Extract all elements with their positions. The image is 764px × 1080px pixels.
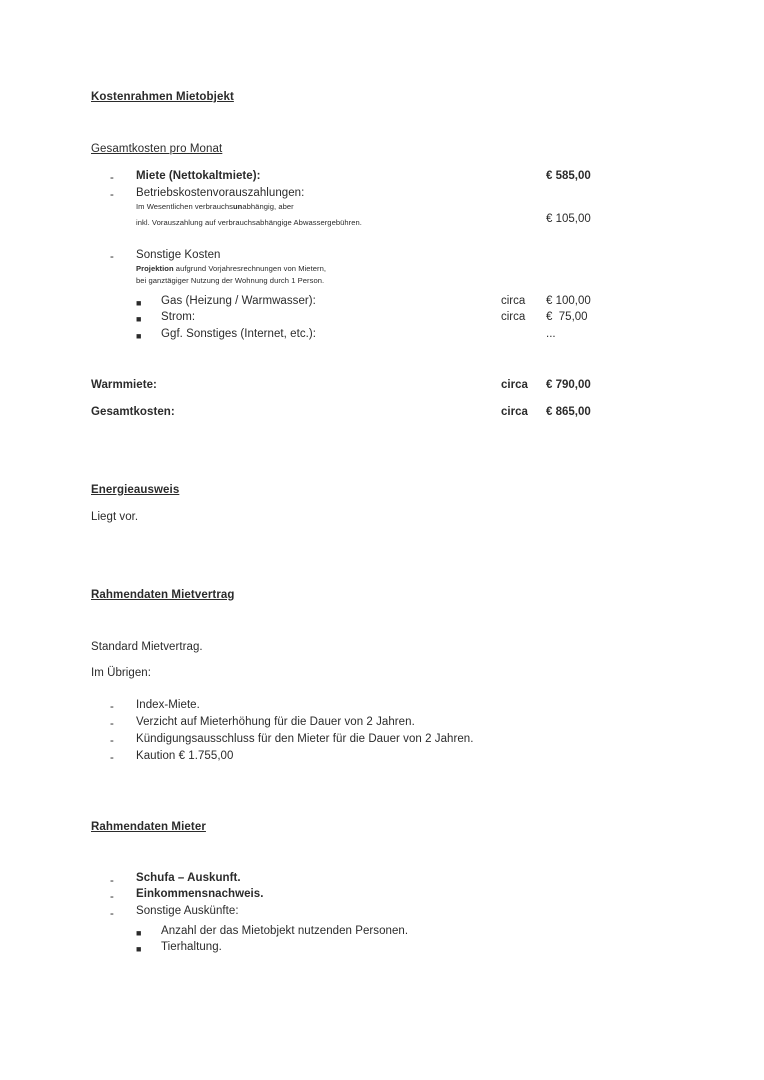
amount-gesamtkosten: € 865,00 — [546, 406, 591, 418]
note-betriebskosten-line1-emphasis: un — [232, 202, 243, 211]
label-gas: Gas (Heizung / Warmwasser): — [161, 295, 316, 307]
item-sonstige-auskuenfte: Sonstige Auskünfte: — [136, 905, 239, 917]
subitem-tierhaltung: Tierhaltung. — [161, 941, 222, 953]
dash-bullet-miete: - — [110, 172, 114, 184]
circa-strom: circa — [501, 311, 526, 323]
heading-kostenrahmen-mietobjekt: Kostenrahmen Mietobjekt — [91, 91, 234, 103]
square-bullet-tierhaltung: ■ — [136, 944, 142, 954]
square-bullet-ggf-sonstiges: ■ — [136, 331, 142, 341]
label-betriebskostenvorauszahlungen: Betriebskostenvorauszahlungen: — [136, 187, 305, 199]
circa-gas: circa — [501, 295, 526, 307]
label-ggf-sonstiges: Ggf. Sonstiges (Internet, etc.): — [161, 328, 317, 340]
square-bullet-gas: ■ — [136, 298, 142, 308]
heading-rahmendaten-mieter: Rahmendaten Mieter — [91, 821, 206, 833]
amount-warmmiete: € 790,00 — [546, 379, 591, 391]
dash-bullet-index-miete: - — [110, 701, 114, 713]
body-im-uebrigen: Im Übrigen: — [91, 667, 151, 679]
dash-bullet-sonstige-kosten: - — [110, 251, 114, 263]
item-index-miete: Index-Miete. — [136, 699, 200, 711]
dash-bullet-schufa: - — [110, 875, 114, 887]
dash-bullet-einkommensnachweis: - — [110, 891, 114, 903]
note-sonstige-kosten-line2: bei ganztägiger Nutzung der Wohnung durch 1 Person. — [136, 276, 325, 285]
item-verzicht-mieterhoehung: Verzicht auf Mieterhöhung für die Dauer von 2 Jahren. — [136, 716, 415, 728]
note-betriebskosten-line1 — [136, 202, 294, 211]
body-standard-mietvertrag: Standard Mietvertrag. — [91, 641, 203, 653]
dash-bullet-kaution: - — [110, 752, 114, 764]
item-kuendigungsausschluss: Kündigungsausschluss für den Mieter für die Dauer von 2 Jahren. — [136, 733, 474, 745]
item-einkommensnachweis: Einkommensnachweis. — [136, 888, 264, 900]
body-energieausweis: Liegt vor. — [91, 511, 139, 523]
circa-warmmiete: circa — [501, 379, 528, 391]
note-sonstige-kosten-line1 — [136, 264, 326, 273]
subheading-gesamtkosten-pro-monat: Gesamtkosten pro Monat — [91, 143, 223, 155]
amount-betriebskostenvorauszahlungen: € 105,00 — [546, 213, 591, 225]
dash-bullet-betriebskosten: - — [110, 189, 114, 201]
label-strom: Strom: — [161, 311, 196, 323]
heading-rahmendaten-mietvertrag: Rahmendaten Mietvertrag — [91, 589, 235, 601]
amount-strom — [546, 311, 588, 323]
note-betriebskosten-line2: inkl. Vorauszahlung auf verbrauchsabhängige Abwassergebühren. — [136, 218, 362, 227]
subitem-anzahl-personen: Anzahl der das Mietobjekt nutzenden Personen. — [161, 925, 409, 937]
item-kaution: Kaution € 1.755,00 — [136, 750, 234, 762]
label-miete-nettokaltmiete: Miete (Nettokaltmiete): — [136, 170, 261, 182]
note-sonstige-kosten-emphasis: Projektion — [136, 264, 174, 273]
dash-bullet-verzicht-mieterhoehung: - — [110, 718, 114, 730]
label-gesamtkosten: Gesamtkosten: — [91, 406, 175, 418]
item-schufa-auskunft: Schufa – Auskunft. — [136, 872, 241, 884]
square-bullet-anzahl-personen: ■ — [136, 928, 142, 938]
dash-bullet-kuendigungsausschluss: - — [110, 735, 114, 747]
label-warmmiete: Warmmiete: — [91, 379, 157, 391]
label-sonstige-kosten: Sonstige Kosten — [136, 249, 221, 261]
circa-gesamtkosten: circa — [501, 406, 528, 418]
note-sonstige-kosten-line1-rest: aufgrund Vorjahresrechnungen von Mietern, — [173, 264, 327, 273]
amount-strom-value: € 75,00 — [546, 311, 588, 323]
amount-ggf-sonstiges: ... — [546, 328, 556, 340]
dash-bullet-sonstige-auskuenfte: - — [110, 908, 114, 920]
amount-gas: € 100,00 — [546, 295, 591, 307]
note-betriebskosten-line1-pre: Im Wesentlichen verbrauchs — [136, 202, 233, 211]
heading-energieausweis: Energieausweis — [91, 484, 180, 496]
square-bullet-strom: ■ — [136, 314, 142, 324]
note-betriebskosten-line1-post: abhängig, aber — [242, 202, 294, 211]
amount-miete-nettokaltmiete: € 585,00 — [546, 170, 591, 182]
